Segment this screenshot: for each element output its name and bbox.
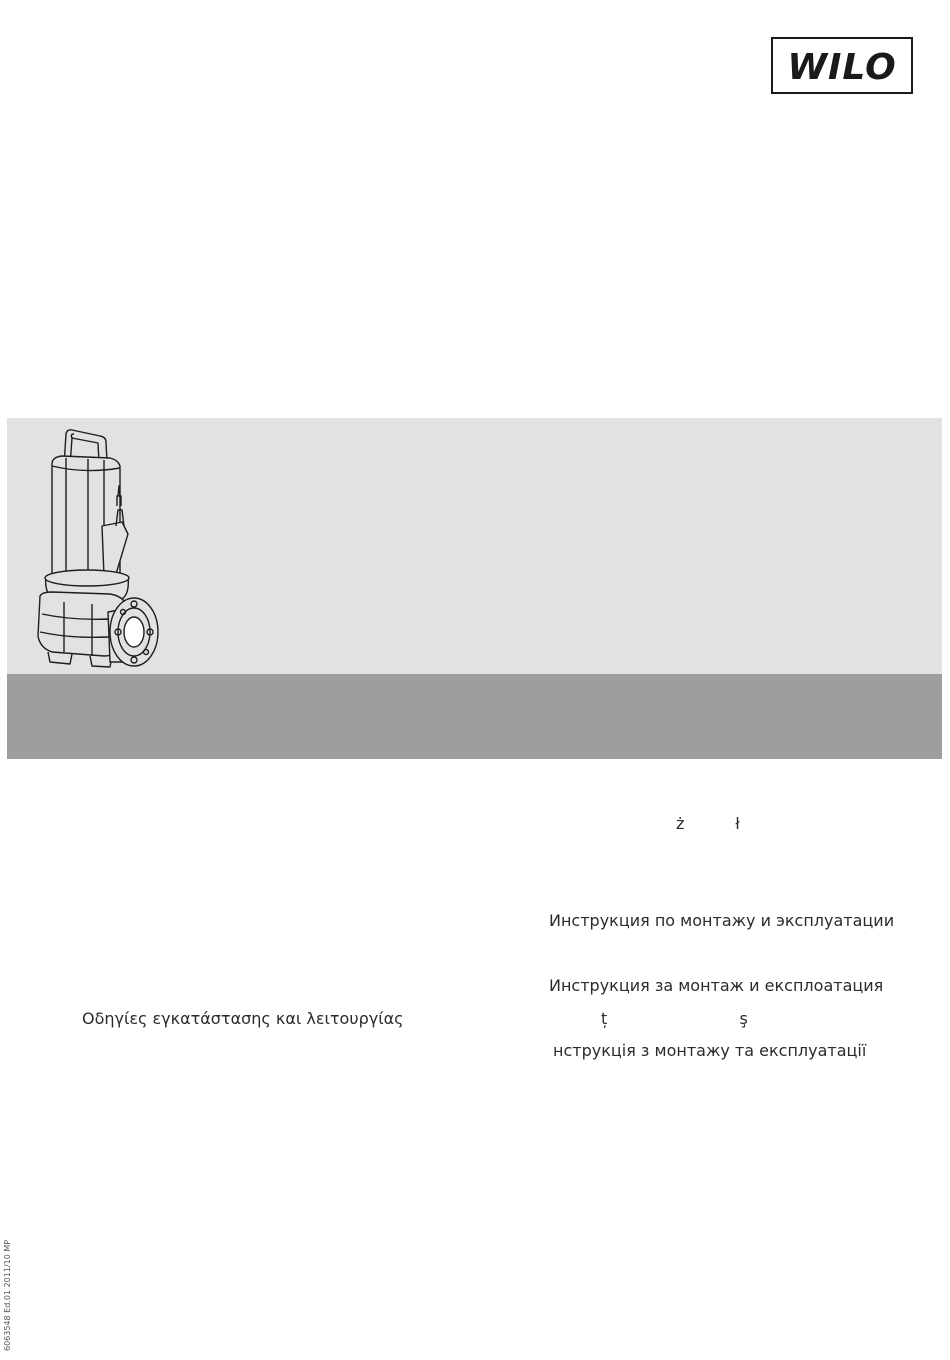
bulgarian-title: Инструкция за монтаж и експлоатация — [549, 976, 884, 995]
ukrainian-title: нструкція з монтажу та експлуатації — [553, 1041, 867, 1060]
logo-text: WILO — [787, 47, 897, 88]
greek-title: Οδηγίες εγκατάστασης και λειτουργίας — [82, 1009, 404, 1028]
romanian-title-fragment: ț ş — [601, 1009, 748, 1028]
document-code: 6063548 Ed.01 2011/10 MP — [3, 1239, 12, 1351]
wilo-logo — [771, 37, 913, 94]
russian-title: Инструкция по монтажу и эксплуатации — [549, 911, 895, 930]
cover-band-dark — [7, 674, 942, 759]
pump-illustration — [30, 426, 165, 671]
polish-title-fragment: ż ł — [676, 814, 740, 833]
